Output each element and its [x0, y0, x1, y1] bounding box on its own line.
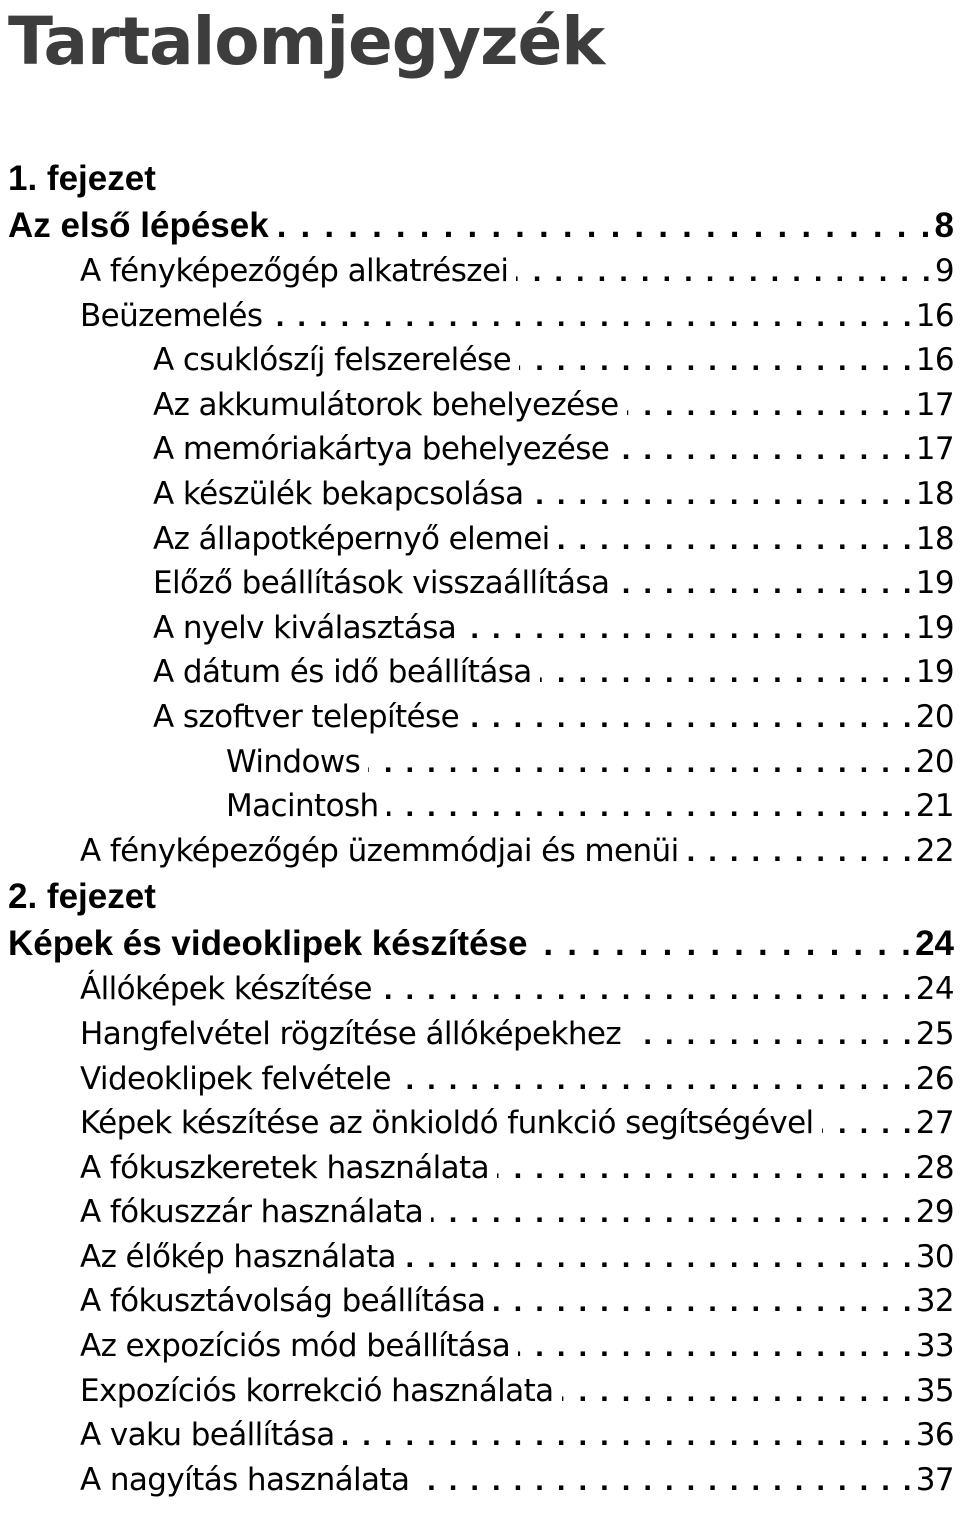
toc-entry-title: Képek készítése az önkioldó funkció segítségével: [80, 1105, 814, 1142]
toc-entry-title: A dátum és idő beállítása: [153, 654, 532, 691]
toc-entry-title: Az állapotképernyő elemei: [153, 520, 550, 557]
toc-entry[interactable]: [0, 338, 960, 383]
toc-entry[interactable]: [0, 249, 960, 294]
toc-entry[interactable]: [0, 561, 960, 606]
page-number: 17: [915, 431, 954, 468]
dot-leader: [343, 1413, 914, 1458]
chapter-label: 1. fejezet: [8, 159, 156, 198]
dot-leader: [417, 1458, 913, 1503]
toc-entry-title: A fényképezőgép alkatrészei: [80, 253, 509, 289]
page-number: 18: [915, 520, 954, 557]
toc-chapter-title[interactable]: [0, 202, 960, 249]
toc-entry[interactable]: [0, 383, 960, 428]
toc-entry[interactable]: [0, 1235, 960, 1280]
dot-leader: [519, 338, 914, 383]
toc-entry-title: A készülék bekapcsolása: [153, 475, 524, 512]
page-number: 19: [915, 654, 954, 691]
toc-entry[interactable]: [0, 1146, 960, 1191]
page-number: 18: [915, 475, 954, 512]
dot-leader: [277, 202, 933, 249]
toc-entry-title: A fókuszkeretek használata: [80, 1149, 489, 1186]
dot-leader: [822, 1101, 914, 1146]
dot-leader: [558, 517, 914, 562]
toc-entry[interactable]: [0, 1279, 960, 1324]
toc-entry-title: Beüzemelés: [80, 297, 263, 334]
dot-leader: [431, 1190, 914, 1235]
dot-leader: [380, 967, 914, 1012]
table-of-contents: [0, 155, 960, 1502]
toc-entry-title: A memóriakártya behelyezése: [153, 431, 610, 468]
toc-entry[interactable]: [0, 472, 960, 517]
dot-leader: [627, 383, 914, 428]
toc-entry-title: A nyelv kiválasztása: [153, 609, 457, 646]
page-number: 25: [915, 1015, 954, 1052]
chapter-label: 2. fejezet: [8, 877, 156, 917]
toc-entry-title: A vaku beállítása: [80, 1417, 335, 1454]
toc-entry-title: A fényképezőgép üzemmódjai és menüi: [80, 832, 679, 869]
page-number: 17: [915, 386, 954, 423]
dot-leader: [404, 1235, 914, 1280]
toc-entry-title: A csuklószíj felszerelése: [153, 342, 512, 379]
toc-entry[interactable]: [0, 740, 960, 785]
page-number: 8: [934, 206, 954, 245]
page-number: 33: [915, 1328, 954, 1365]
toc-entry-title: Előző beállítások visszaállítása: [153, 565, 610, 602]
toc-entry-title: A nagyítás használata: [80, 1461, 410, 1498]
toc-entry[interactable]: [0, 1369, 960, 1414]
toc-entry-title: Az akkumulátorok behelyezése: [153, 386, 619, 423]
page-number: 16: [915, 342, 954, 379]
page-number: 30: [915, 1238, 954, 1275]
toc-entry-title: Videoklipek felvétele: [80, 1060, 391, 1097]
toc-chapter-title-text: Képek és videoklipek készítése: [8, 924, 528, 964]
page-number: 22: [915, 832, 954, 869]
dot-leader: [516, 249, 932, 294]
dot-leader: [535, 920, 913, 967]
page-number: 16: [915, 297, 954, 334]
page-number: 24: [915, 971, 954, 1008]
dot-leader: [532, 472, 914, 517]
toc-entry[interactable]: [0, 517, 960, 562]
page-number: 21: [915, 788, 954, 825]
dot-leader: [399, 1057, 914, 1102]
dot-leader: [617, 561, 913, 606]
page-number: 19: [915, 609, 954, 646]
toc-entry[interactable]: [0, 650, 960, 695]
page-number: 32: [915, 1283, 954, 1320]
dot-leader: [464, 606, 914, 651]
toc-entry-title: A szoftver telepítése: [153, 698, 460, 735]
toc-entry[interactable]: [0, 1101, 960, 1146]
page-number: 20: [915, 698, 954, 735]
page-title: Tartalomjegyzék: [8, 3, 605, 80]
toc-entry[interactable]: [0, 606, 960, 651]
dot-leader: [497, 1146, 914, 1191]
dot-leader: [617, 427, 914, 472]
page-number: 27: [915, 1105, 954, 1142]
dot-leader: [687, 829, 914, 874]
page-number: 20: [915, 743, 954, 780]
toc-entry[interactable]: [0, 1458, 960, 1503]
toc-entry[interactable]: [0, 1324, 960, 1369]
toc-chapter-title[interactable]: [0, 920, 960, 967]
dot-leader: [270, 294, 913, 339]
toc-entry[interactable]: [0, 427, 960, 472]
toc-entry-title: Az élőkép használata: [80, 1238, 396, 1275]
toc-entry[interactable]: [0, 695, 960, 740]
dot-leader: [387, 784, 914, 829]
toc-entry[interactable]: [0, 1057, 960, 1102]
dot-leader: [562, 1369, 914, 1414]
toc-entry-title: Expozíciós korrekció használata: [80, 1372, 554, 1409]
toc-entry-title: Állóképek készítése: [80, 971, 372, 1008]
toc-entry-title: Hangfelvétel rögzítése állóképekhez: [80, 1015, 622, 1052]
dot-leader: [629, 1012, 914, 1057]
page-number: 36: [915, 1417, 954, 1454]
dot-leader: [518, 1324, 914, 1369]
toc-entry[interactable]: [0, 784, 960, 829]
toc-entry-title: Az expozíciós mód beállítása: [80, 1328, 511, 1365]
toc-chapter-title-text: Az első lépések: [8, 206, 269, 245]
toc-entry-title: Macintosh: [226, 788, 379, 825]
toc-entry[interactable]: [0, 1190, 960, 1235]
page-number: 29: [915, 1194, 954, 1231]
toc-entry[interactable]: [0, 294, 960, 339]
toc-entry[interactable]: [0, 1413, 960, 1458]
page-number: 28: [915, 1149, 954, 1186]
toc-entry-title: A fókusztávolság beállítása: [80, 1283, 486, 1320]
toc-entry-title: A fókuszzár használata: [80, 1194, 424, 1231]
page-number: 24: [915, 924, 954, 964]
dot-leader: [467, 695, 914, 740]
page-number: 37: [915, 1461, 954, 1498]
toc-entry[interactable]: [0, 829, 960, 874]
page-number: 19: [915, 565, 954, 602]
page-number: 35: [915, 1372, 954, 1409]
toc-entry[interactable]: [0, 1012, 960, 1057]
page-number: 9: [934, 253, 954, 289]
toc-entry-title: Windows: [226, 743, 361, 780]
dot-leader: [493, 1279, 913, 1324]
dot-leader: [540, 650, 914, 695]
dot-leader: [368, 740, 914, 785]
toc-entry[interactable]: [0, 967, 960, 1012]
page-number: 26: [915, 1060, 954, 1097]
